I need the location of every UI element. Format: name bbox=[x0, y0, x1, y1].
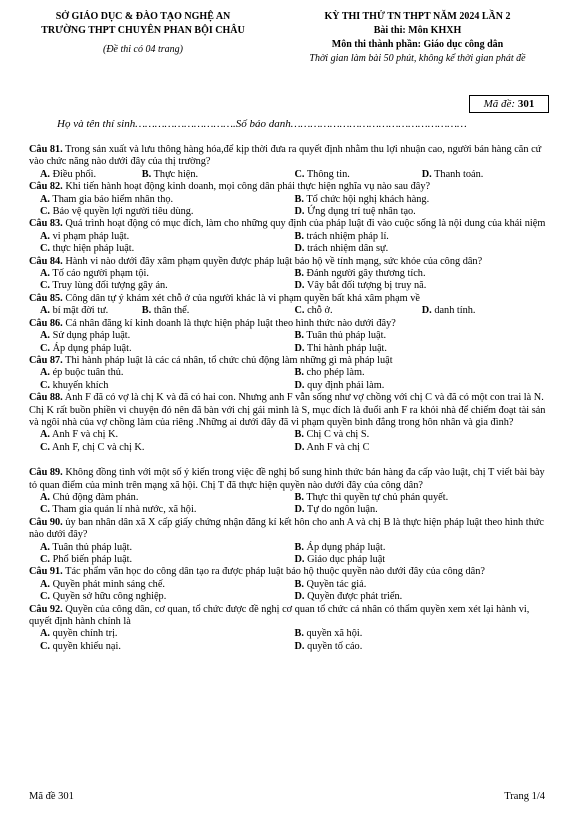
answer-options bbox=[29, 268, 549, 293]
header-left bbox=[18, 10, 268, 57]
footer-page-number: Trang 1/4 bbox=[504, 791, 545, 802]
answer-option: A. Tuân thủ pháp luật. bbox=[40, 541, 133, 553]
answer-option: D. danh tính. bbox=[421, 305, 476, 317]
question-block bbox=[29, 293, 549, 318]
answer-option: C. Truy lùng đối tượng gây án. bbox=[40, 280, 168, 292]
page-count-note: (Đề thi có 04 trang) bbox=[103, 44, 183, 55]
answer-option: A. Tham gia bảo hiểm nhân thọ. bbox=[40, 193, 174, 205]
candidate-info-line: Họ và tên thí sinh………………………….Số báo danh……………………………………………… bbox=[57, 118, 467, 130]
question-text: Câu 88. Anh F đã có vợ là chị K và đã có hai con. Nhưng anh F vẫn sống như vợ chồng với chị C và đã có một con trai là N. Chị K rất buồn phiền vì chuyện đó nên đã bàn với chị gái mình là S, mục đích là đuổi anh F ra khỏi nhà để chiếm đoạt tài sản và ngôi nhà của vợ chồng làm của riêng .Những ai dưới đây đã vi phạm quyền bình đẳng trong hôn nhân và gia đình? bbox=[29, 392, 546, 428]
answer-options bbox=[29, 169, 549, 181]
answer-option: A. ép buộc tuân thủ. bbox=[40, 367, 124, 379]
page-footer bbox=[29, 791, 545, 802]
question-block bbox=[29, 392, 549, 467]
question-block bbox=[29, 218, 549, 255]
answer-option: B. Áp dụng pháp luật. bbox=[294, 541, 386, 553]
question-text: Câu 87. Thi hành pháp luật là các cá nhân, tổ chức chủ động làm những gì mà pháp luật bbox=[29, 354, 393, 366]
question-block bbox=[29, 467, 549, 517]
answer-option: C. Tham gia quản lí nhà nước, xã hội. bbox=[40, 504, 197, 516]
question-block bbox=[29, 144, 549, 181]
footer-exam-code: Mã đề 301 bbox=[29, 791, 74, 802]
question-text: Câu 81. Trong sản xuất và lưu thông hàng hóa,để kịp thời đưa ra quyết định nhằm thu lợi nhuận cao, người bán hàng căn cứ vào chức năng nào dưới đây của thị trường? bbox=[29, 144, 542, 168]
question-block bbox=[29, 566, 549, 603]
question-block bbox=[29, 256, 549, 293]
answer-options bbox=[29, 194, 549, 219]
answer-option: D. Thi hành pháp luật. bbox=[294, 342, 387, 354]
answer-options bbox=[29, 579, 549, 604]
question-text: Câu 84. Hành vi nào dưới đây xâm phạm quyền được pháp luật bảo hộ về tính mạng, sức khỏe của công dân? bbox=[29, 255, 483, 267]
answer-option: B. Chị C và chị S. bbox=[294, 429, 370, 441]
answer-option: D. trách nhiệm dân sự. bbox=[294, 243, 389, 255]
question-text: Câu 83. Quá trình hoạt động có mục đích, làm cho những quy định của pháp luật đi vào cuộc sống là nội dung của khái niệm bbox=[29, 218, 546, 230]
answer-options bbox=[29, 330, 549, 355]
answer-option: B. Đánh người gây thương tích. bbox=[294, 268, 426, 280]
question-block bbox=[29, 181, 549, 218]
time-note: Thời gian làm bài 50 phút, không kể thời gian phát đề bbox=[309, 53, 526, 64]
answer-option: A. bí mật đời tư. bbox=[40, 305, 109, 317]
answer-option: C. chỗ ở. bbox=[294, 305, 333, 317]
answer-option: B. Quyền tác giả. bbox=[294, 578, 367, 590]
question-text: Câu 85. Công dân tự ý khám xét chỗ ở của người khác là vi phạm quyền bất khả xâm phạm về bbox=[29, 292, 420, 304]
answer-options bbox=[29, 231, 549, 256]
answer-option: A. Quyền phát minh sáng chế. bbox=[40, 578, 165, 590]
answer-options bbox=[29, 367, 549, 392]
question-text: Câu 89. Không đồng tình với một số ý kiến trong việc đề nghị bổ sung hình thức bán hàng đa cấp vào luật, chị T viết bài bày tỏ quan điểm của mình trên mạng xã hội. Chị T đã thực hiện quyền nào dưới đây của công dân? bbox=[29, 467, 545, 491]
exam-title: KỲ THI THỬ TN THPT NĂM 2024 LẦN 2 bbox=[324, 11, 511, 22]
exam-code-box bbox=[469, 95, 549, 113]
answer-options bbox=[29, 305, 549, 317]
questions-list bbox=[29, 144, 549, 653]
answer-option: D. Tự do ngôn luận. bbox=[294, 504, 378, 516]
department-name: SỞ GIÁO DỤC & ĐÀO TẠO NGHỆ AN bbox=[55, 11, 231, 22]
answer-option: A. Điều phối. bbox=[40, 168, 97, 180]
question-block bbox=[29, 355, 549, 392]
answer-option: C. Áp dụng pháp luật. bbox=[40, 342, 132, 354]
answer-option: B. quyền xã hội. bbox=[294, 628, 363, 640]
exam-subject: Bài thi: Môn KHXH bbox=[373, 25, 462, 36]
answer-options bbox=[29, 628, 549, 653]
answer-option: C. Bảo vệ quyền lợi người tiêu dùng. bbox=[40, 206, 194, 218]
answer-option: B. Thực hiện. bbox=[141, 168, 199, 180]
answer-option: B. Tổ chức hội nghị khách hàng. bbox=[294, 193, 430, 205]
answer-option: D. quy định phải làm. bbox=[294, 379, 385, 391]
answer-option: D. Vây bắt đối tượng bị truy nã. bbox=[294, 280, 427, 292]
answer-option: A. vi phạm pháp luật. bbox=[40, 230, 130, 242]
answer-option: B. Thực thi quyền tự chủ phán quyết. bbox=[294, 491, 449, 503]
answer-option: C. Quyền sở hữu công nghiệp. bbox=[40, 591, 167, 603]
answer-option: B. Tuân thủ pháp luật. bbox=[294, 330, 387, 342]
question-block bbox=[29, 318, 549, 355]
answer-option: B. cho phép làm. bbox=[294, 367, 365, 379]
question-text: Câu 82. Khi tiến hành hoạt động kinh doanh, mọi công dân phải thực hiện nghĩa vụ nào sau đây? bbox=[29, 181, 431, 193]
answer-option: A. quyền chính trị. bbox=[40, 628, 118, 640]
answer-option: A. Sử dụng pháp luật. bbox=[40, 330, 131, 342]
answer-option: C. Thông tin. bbox=[294, 168, 350, 180]
exam-component: Môn thi thành phần: Giáo dục công dân bbox=[331, 39, 504, 50]
answer-option: D. quyền tố cáo. bbox=[294, 640, 363, 652]
answer-option: B. trách nhiệm pháp lí. bbox=[294, 230, 389, 242]
exam-header bbox=[0, 0, 567, 110]
answer-option: D. Thanh toán. bbox=[421, 168, 484, 180]
question-text: Câu 86. Cá nhân đăng kí kinh doanh là thực hiện pháp luật theo hình thức nào dưới đây? bbox=[29, 317, 396, 329]
answer-options bbox=[29, 429, 549, 454]
question-text: Câu 92. Quyền của công dân, cơ quan, tổ chức được đề nghị cơ quan tổ chức cá nhân có thẩm quyền xem xét lại hành vi, quyết định hành chính là bbox=[29, 603, 530, 628]
question-text: Câu 90. ủy ban nhân dân xã X cấp giấy chứng nhận đăng kí kết hôn cho anh A và chị B là thực hiện pháp luật theo hình thức nào dưới đây? bbox=[29, 516, 544, 541]
answer-option: C. khuyến khích bbox=[40, 379, 109, 391]
answer-option: B. thân thể. bbox=[141, 305, 190, 317]
answer-option: C. Anh F, chị C và chị K. bbox=[40, 441, 145, 453]
question-block bbox=[29, 517, 549, 567]
answer-option: C. quyền khiếu nại. bbox=[40, 640, 121, 652]
answer-option: C. thực hiện pháp luật. bbox=[40, 243, 135, 255]
answer-option: D. Ứng dụng trí tuệ nhân tạo. bbox=[294, 206, 416, 218]
answer-option: A. Anh F và chị K. bbox=[40, 429, 119, 441]
exam-code-label: Mã đề: bbox=[483, 98, 516, 110]
answer-option: D. Anh F và chị C bbox=[294, 441, 370, 453]
answer-option: C. Phổ biến pháp luật. bbox=[40, 554, 133, 565]
answer-options bbox=[29, 542, 549, 567]
answer-option: A. Chủ động đàm phán. bbox=[40, 491, 139, 503]
answer-options bbox=[29, 492, 549, 517]
exam-code-value: 301 bbox=[517, 98, 535, 110]
answer-option: D. Giáo dục pháp luật bbox=[294, 554, 386, 565]
question-text: Câu 91. Tác phẩm văn học do công dân tạo ra được pháp luật bảo hộ thuộc quyền nào dưới đây của công dân? bbox=[29, 566, 485, 578]
school-name: TRƯỜNG THPT CHUYÊN PHAN BỘI CHÂU bbox=[41, 25, 245, 36]
answer-option: D. Quyền được phát triển. bbox=[294, 591, 403, 603]
answer-option: A. Tố cáo người phạm tội. bbox=[40, 268, 149, 280]
question-block bbox=[29, 604, 549, 654]
header-right bbox=[275, 10, 560, 66]
